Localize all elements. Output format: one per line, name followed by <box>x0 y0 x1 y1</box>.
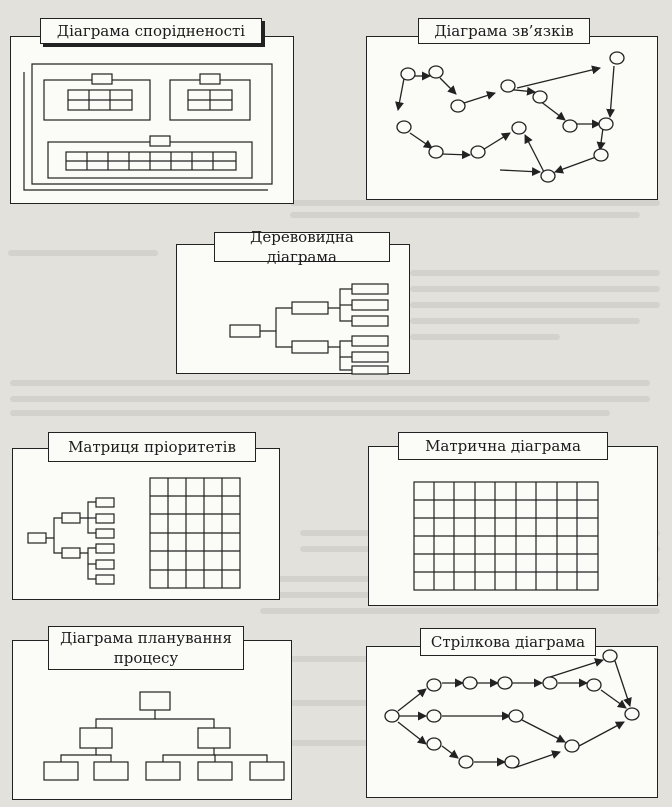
relations-diagram-title: Діаграма зв’язків <box>418 18 590 44</box>
process-plan-title: Діаграма планування процесу <box>48 626 244 670</box>
relations-diagram-panel <box>366 36 658 200</box>
priority-matrix-title: Матриця пріоритетів <box>48 432 256 462</box>
affinity-diagram-panel <box>10 36 294 204</box>
arrow-diagram-panel <box>366 646 658 798</box>
matrix-diagram-panel <box>368 446 658 606</box>
priority-matrix-panel <box>12 448 280 600</box>
matrix-diagram-title: Матрична діаграма <box>398 432 608 460</box>
tree-diagram-title: Деревовидна діаграма <box>214 232 390 262</box>
arrow-diagram-title: Стрілкова діаграма <box>420 628 596 656</box>
affinity-diagram-title: Діаграма спорідненості <box>40 18 262 44</box>
